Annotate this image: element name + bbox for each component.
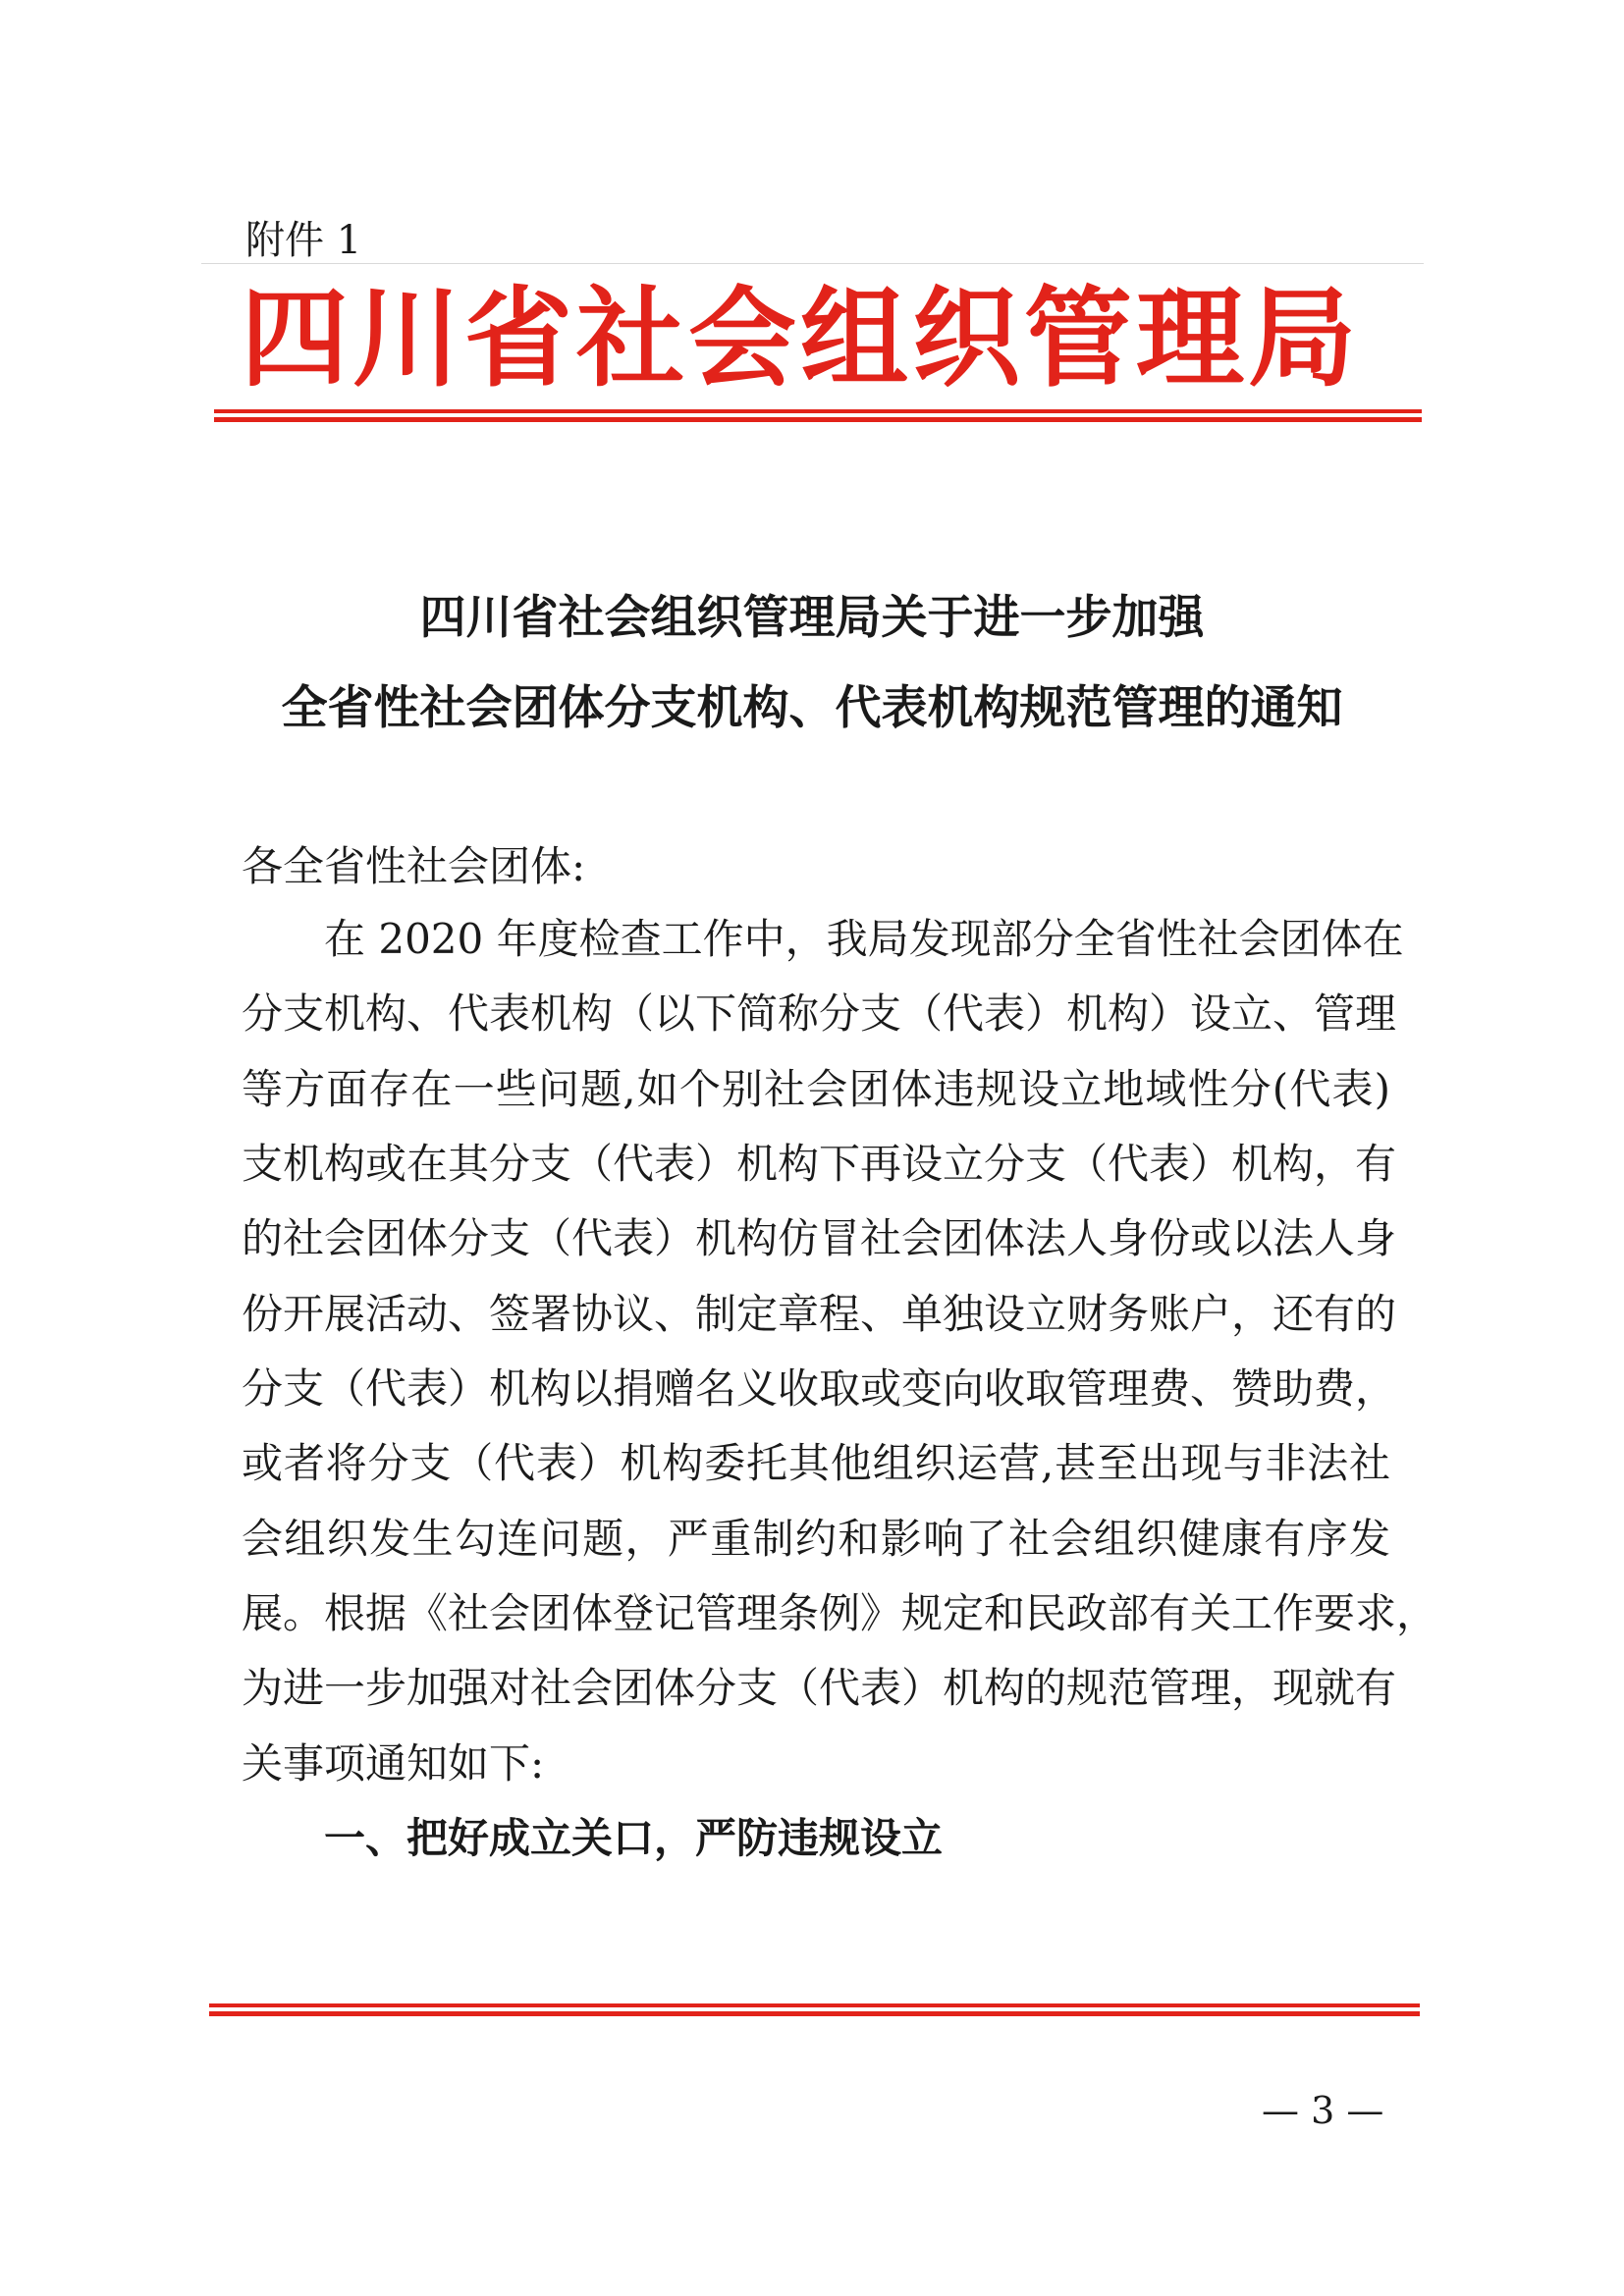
body-line: 分支机构、代表机构（以下简称分支（代表）机构）设立、管理 bbox=[242, 989, 1397, 1038]
body-line: 展。根据《社会团体登记管理条例》规定和民政部有关工作要求， bbox=[242, 1589, 1438, 1637]
section-heading: 一、把好成立关口，严防违规设立 bbox=[324, 1814, 944, 1862]
footer-red-rule-upper bbox=[209, 2003, 1420, 2007]
salutation: 各全省性社会团体: bbox=[242, 842, 586, 890]
letterhead-red-rule-lower bbox=[214, 417, 1422, 422]
page-number: — 3 — bbox=[1262, 2089, 1384, 2132]
document-title-line-1: 四川省社会组织管理局关于进一步加强 bbox=[419, 591, 1205, 645]
body-line: 在 2020 年度检查工作中，我局发现部分全省性社会团体在 bbox=[324, 915, 1404, 963]
body-line: 或者将分支（代表）机构委托其他组织运营,甚至出现与非法社 bbox=[242, 1439, 1390, 1487]
body-line: 关事项通知如下: bbox=[242, 1739, 545, 1788]
body-line: 分支（代表）机构以捐赠名义收取或变向收取管理费、赞助费， bbox=[242, 1364, 1397, 1413]
attachment-label: 附件 1 bbox=[245, 218, 362, 263]
body-line: 份开展活动、签署协议、制定章程、单独设立财务账户，还有的 bbox=[242, 1290, 1397, 1338]
body-line: 会组织发生勾连问题，严重制约和影响了社会组织健康有序发 bbox=[242, 1515, 1390, 1563]
body-line: 的社会团体分支（代表）机构仿冒社会团体法人身份或以法人身 bbox=[242, 1214, 1397, 1262]
body-line: 为进一步加强对社会团体分支（代表）机构的规范管理，现就有 bbox=[242, 1664, 1397, 1712]
body-line: 支机构或在其分支（代表）机构下再设立分支（代表）机构，有 bbox=[242, 1140, 1397, 1188]
letterhead-org-name: 四川省社会组织管理局 bbox=[241, 275, 1360, 401]
top-thin-rule bbox=[201, 263, 1424, 264]
footer-red-rule-lower bbox=[209, 2011, 1420, 2016]
body-line: 等方面存在一些问题,如个别社会团体违规设立地域性分(代表) bbox=[242, 1065, 1390, 1113]
letterhead-red-rule-upper bbox=[214, 409, 1422, 413]
document-title-line-2: 全省性社会团体分支机构、代表机构规范管理的通知 bbox=[281, 681, 1343, 735]
